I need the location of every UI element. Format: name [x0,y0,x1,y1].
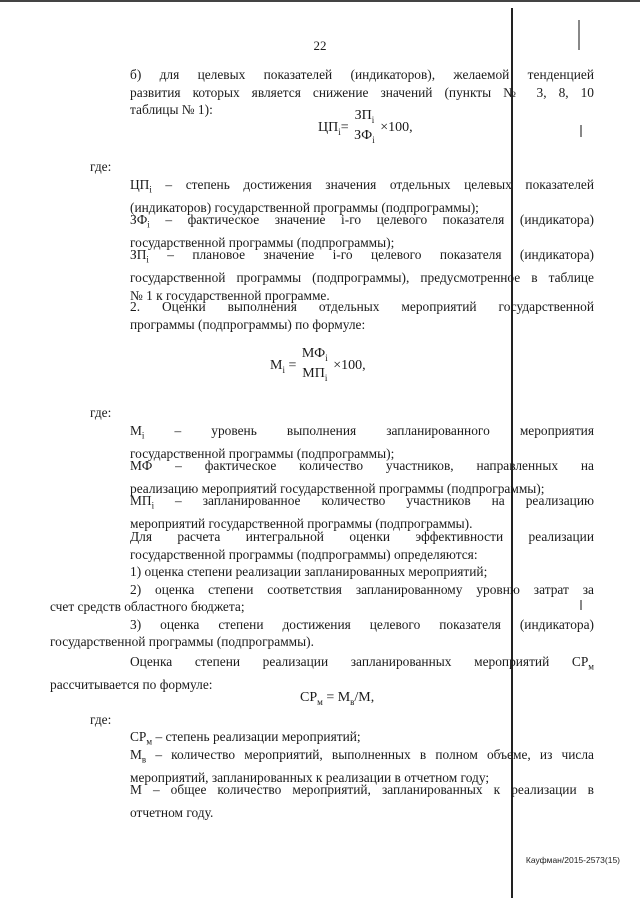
definition: $М_в$ – количество мероприятий, выполненных в полном объеме, из числа мероприятий, запланированных к реализации в отчетном году; [130,747,594,786]
where-label: где: [90,159,112,174]
where-label: где: [90,405,112,420]
where-label: где: [90,712,112,727]
intro-line: таблицы № 1): [130,102,213,117]
formula-cp: $ЦП_i=$ $ЗП_i$ $ЗФ_i$ ×100, [318,108,413,148]
integral-paragraph: Для расчета интегральной оценки эффективности реализации государственной программы (подпрограммы) определяются: [130,529,594,562]
definition: МФ – фактическое количество участников, направленных на реализацию мероприятий государственной программы (подпрограммы); [130,458,594,497]
definition: $МП_i$ – запланированное количество участников на реализацию мероприятий государственной программы (подпрограммы). [130,493,594,532]
intro-line: б) для целевых показателей (индикаторов), желаемой тенденцией [130,67,594,82]
formula-m: $М_i$ = $МФ_i$ $МП_i$ ×100, [270,346,366,386]
page-number: 22 [313,38,327,53]
list-item: 1) оценка степени реализации запланированных мероприятий; [130,564,488,579]
formula-cp-m: $СР_м = М_в/М$, [300,690,375,707]
scan-mark [580,125,582,137]
scan-edge-top [0,0,640,2]
definition: $ЦП_i$ – степень достижения значения отдельных целевых показателей (индикаторов) государственной программы (подпрограммы); [130,177,594,216]
list-item: 3) оценка степени достижения целевого показателя (индикатора) [130,616,594,632]
integral-list [50,563,594,651]
fraction: $ЗП_i$ $ЗФ_i$ [354,108,375,145]
list-item: государственной программы (подпрограммы). [50,634,314,649]
definition: $М_i$ – уровень выполнения запланированного мероприятия государственной программы (подпрограммы); [130,423,594,462]
definition: М – общее количество мероприятий, запланированных к реализации в отчетном году. [130,782,594,821]
list-item: 2) оценка степени соответствия запланированному уровню затрат за [130,581,594,597]
point-2-paragraph: 2. Оценки выполнения отдельных мероприятий государственной программы (подпрограммы) по формуле: [130,299,594,332]
document-code: Кауфман/2015-2573(15) [525,855,620,865]
definition: $ЗП_i$ – плановое значение i-го целевого показателя (индикатора) государственной программы (подпрограммы), предусмотренное в таблице № 1 к государственной программе. [130,247,594,303]
cp-paragraph: Оценка степени реализации запланированных мероприятий $СР_м$ рассчитывается по формуле: [50,654,594,693]
list-item: счет средств областного бюджета; [50,599,245,614]
fraction: $МФ_i$ $МП_i$ [301,346,328,383]
intro-line: развития которых является снижение значений (пункты № 3, 8, 10 [130,84,594,100]
definition: $ЗФ_i$ – фактическое значение i-го целевого показателя (индикатора) государственной программы (подпрограммы); [130,212,594,251]
definition: $СР_м$ – степень реализации мероприятий; [130,729,361,747]
